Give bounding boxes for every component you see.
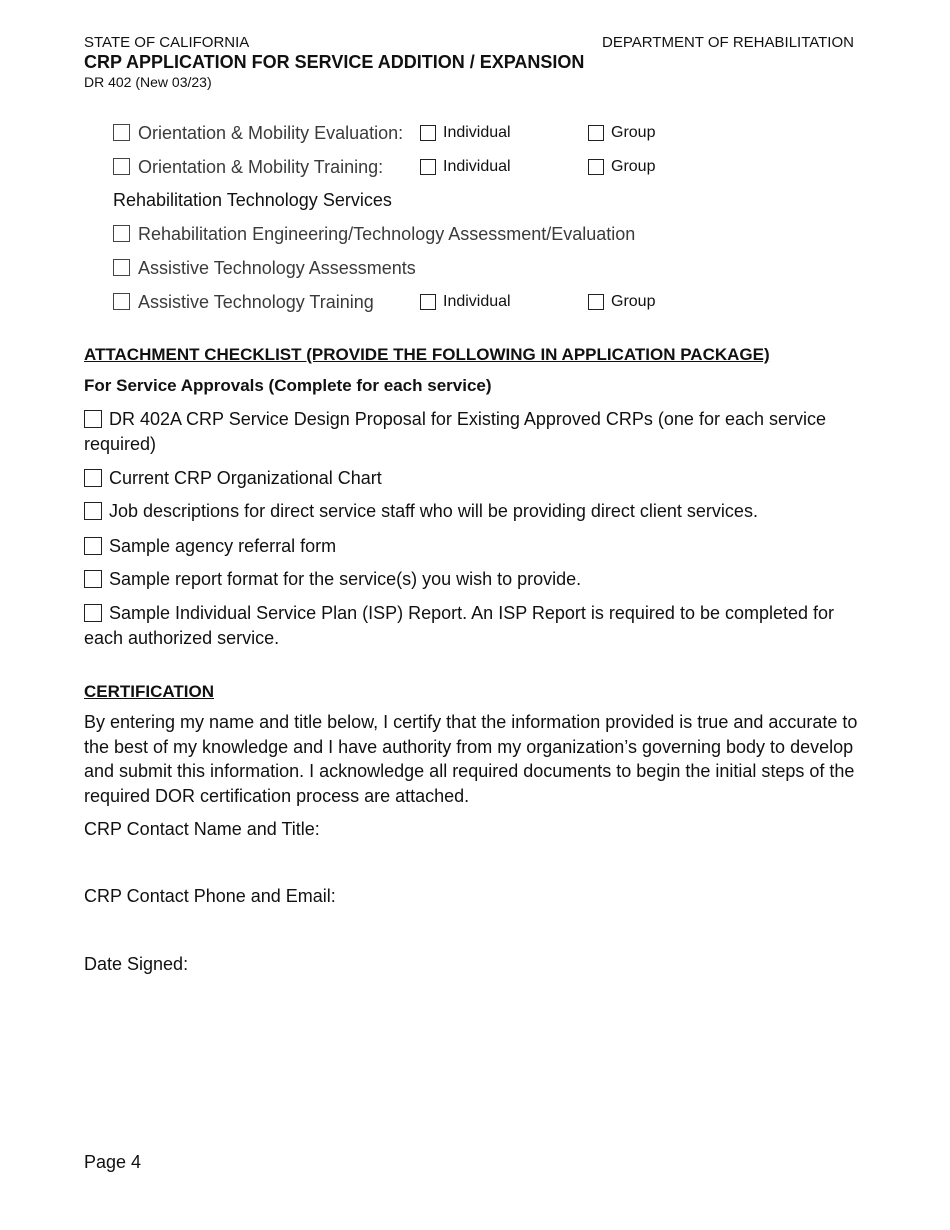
checklist-item-checkbox[interactable]	[84, 537, 102, 555]
checklist-item-checkbox[interactable]	[84, 410, 102, 428]
service-approvals-subheading: For Service Approvals (Complete for each service)	[84, 376, 492, 395]
checklist-item	[84, 499, 874, 524]
checklist-item-label: DR 402A CRP Service Design Proposal for Existing Approved CRPs (one for each service required)	[84, 409, 827, 454]
checklist-item-label: Sample report format for the service(s) you wish to provide.	[109, 569, 582, 589]
service-row-at-training	[113, 292, 813, 316]
service-row-om-evaluation	[113, 123, 813, 147]
checklist-item-label: Current CRP Organizational Chart	[109, 468, 382, 488]
contact-name-label: CRP Contact Name and Title:	[84, 819, 320, 839]
checklist-item-checkbox[interactable]	[84, 570, 102, 588]
checklist-item	[84, 601, 874, 651]
rehab-engineering-checkbox[interactable]	[113, 225, 130, 242]
checklist-item	[84, 567, 874, 592]
at-assessments-label: Assistive Technology Assessments	[138, 258, 416, 278]
om-evaluation-individual-checkbox[interactable]	[420, 125, 436, 141]
state-label: STATE OF CALIFORNIA	[84, 34, 250, 51]
page-number: Page 4	[84, 1152, 142, 1172]
service-row-rehab-engineering	[113, 224, 813, 248]
checklist-item-checkbox[interactable]	[84, 469, 102, 487]
certification-heading: CERTIFICATION	[84, 682, 215, 701]
at-training-checkbox[interactable]	[113, 293, 130, 310]
checklist-item-label: Sample agency referral form	[109, 536, 337, 556]
at-training-group-checkbox[interactable]	[588, 294, 604, 310]
form-title: CRP APPLICATION FOR SERVICE ADDITION / EXPANSION	[84, 52, 585, 72]
om-evaluation-individual-label: Individual	[443, 124, 511, 141]
at-assessments-checkbox[interactable]	[113, 259, 130, 276]
service-row-om-training	[113, 157, 813, 181]
om-training-individual-checkbox[interactable]	[420, 159, 436, 175]
department-label: DEPARTMENT OF REHABILITATION	[602, 34, 854, 51]
date-signed-label: Date Signed:	[84, 954, 189, 974]
checklist-item	[84, 407, 874, 457]
checklist-item-checkbox[interactable]	[84, 604, 102, 622]
certification-text: By entering my name and title below, I certify that the information provided is true and accurate to the best of my knowledge and I have authority from my organization’s governing body to develop and submit this information. I acknowledge all required documents to begin the initial steps of the required DOR certification process are attached.	[84, 712, 858, 807]
service-row-at-assessments	[113, 258, 813, 282]
checklist-item-checkbox[interactable]	[84, 502, 102, 520]
at-training-individual-label: Individual	[443, 293, 511, 310]
om-evaluation-group-label: Group	[611, 124, 656, 141]
at-training-individual-checkbox[interactable]	[420, 294, 436, 310]
om-evaluation-group-checkbox[interactable]	[588, 125, 604, 141]
om-training-checkbox[interactable]	[113, 158, 130, 175]
at-training-group-label: Group	[611, 293, 656, 310]
om-training-group-label: Group	[611, 158, 656, 175]
checklist-item-label: Job descriptions for direct service staff who will be providing direct client services.	[109, 501, 758, 521]
checklist-item-label: Sample Individual Service Plan (ISP) Report. An ISP Report is required to be completed for each authorized service.	[84, 603, 835, 648]
form-number: DR 402 (New 03/23)	[84, 74, 212, 90]
attachment-checklist-heading: ATTACHMENT CHECKLIST (PROVIDE THE FOLLOWING IN APPLICATION PACKAGE)	[84, 345, 770, 364]
rehab-engineering-label: Rehabilitation Engineering/Technology Assessment/Evaluation	[138, 224, 636, 244]
checklist-item	[84, 466, 874, 491]
om-evaluation-label: Orientation & Mobility Evaluation:	[138, 123, 404, 143]
om-training-group-checkbox[interactable]	[588, 159, 604, 175]
om-evaluation-checkbox[interactable]	[113, 124, 130, 141]
om-training-label: Orientation & Mobility Training:	[138, 157, 384, 177]
contact-phone-label: CRP Contact Phone and Email:	[84, 886, 336, 906]
checklist-item	[84, 534, 874, 559]
rehab-tech-heading: Rehabilitation Technology Services	[113, 190, 392, 210]
at-training-label: Assistive Technology Training	[138, 292, 374, 312]
om-training-individual-label: Individual	[443, 158, 511, 175]
